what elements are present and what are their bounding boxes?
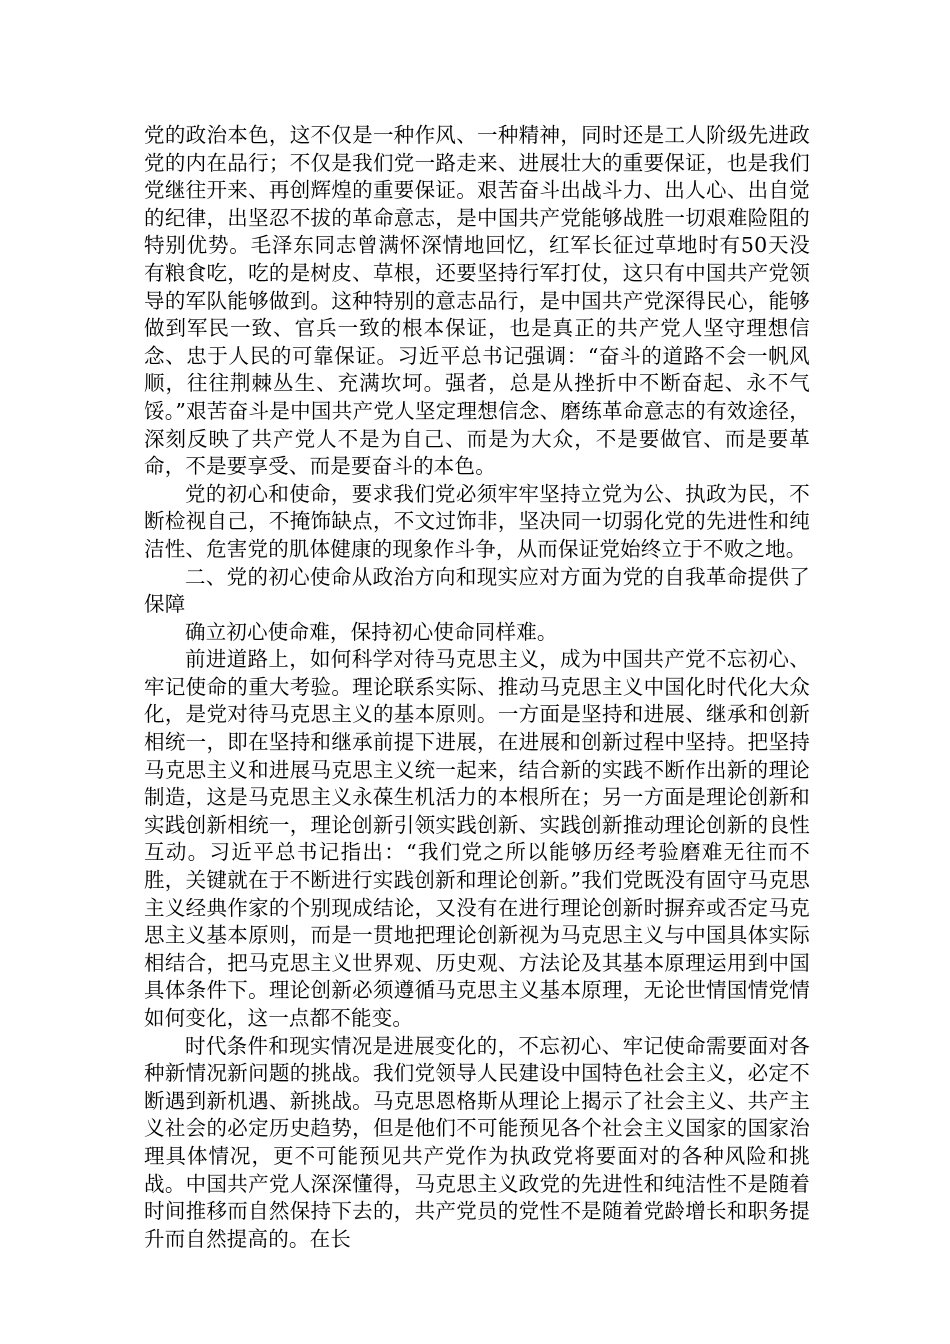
paragraph: 时代条件和现实情况是进展变化的，不忘初心、牢记使命需要面对各种新情况新问题的挑战。我们党领导人民建设中国特色社会主义，必定不断遇到新机遇、新挑战。马克思恩格斯从理论上揭示了社会主义、共产主义社会的必定历史趋势，但是他们不可能预见各个社会主义国家的国家治理具体情况，更不可能预见共产党作为执政党将要面对的各种风险和挑战。中国共产党人深深懂得，马克思主义政党的先进性和纯洁性不是随着时间推移而自然保持下去的，共产党员的党性不是随着党龄增长和职务提升而自然提高的。在长 [144,1033,810,1251]
paragraph: 确立初心使命难，保持初心使命同样难。 [185,619,558,644]
paragraph: 党的政治本色，这不仅是一种作风、一种精神，同时还是工人阶级先进政党的内在品行；不仅是我们党一路走来、进展壮大的重要保证，也是我们党继往开来、再创辉煌的重要保证。艰苦奋斗出战斗力、出人心、出自觉的纪律，出坚忍不拔的革命意志，是中国共产党能够战胜一切艰难险阻的特别优势。毛泽东同志曾满怀深情地回忆，红军长征过草地时有50天没有粮食吃，吃的是树皮、草根，还要坚持行军打仗，这只有中国共产党领导的军队能够做到。这种特别的意志品行，是中国共产党深得民心，能够做到军民一致、官兵一致的根本保证，也是真正的共产党人坚守理想信念、忠于人民的可靠保证。习近平总书记强调：“奋斗的道路不会一帆风顺，往往荆棘丛生、充满坎坷。强者，总是从挫折中不断奋起、永不气馁。”艰苦奋斗是中国共产党人坚定理想信念、磨练革命意志的有效途径，深刻反映了共产党人不是为自己、而是为大众，不是要做官、而是要革命，不是要享受、而是要奋斗的本色。 [144,123,810,479]
section-heading: 二、党的初心使命从政治方向和现实应对方面为党的自我革命提供了保障 [144,564,810,617]
paragraph: 前进道路上，如何科学对待马克思主义，成为中国共产党不忘初心、牢记使命的重大考验。理论联系实际、推动马克思主义中国化时代化大众化，是党对待马克思主义的基本原则。一方面是坚持和进展、继承和创新相统一，即在坚持和继承前提下进展，在进展和创新过程中坚持。把坚持马克思主义和进展马克思主义统一起来，结合新的实践不断作出新的理论制造，这是马克思主义永葆生机活力的本根所在；另一方面是理论创新和实践创新相统一，理论创新引领实践创新、实践创新推动理论创新的良性互动。习近平总书记指出：“我们党之所以能够历经考验磨难无往而不胜，关键就在于不断进行实践创新和理论创新。”我们党既没有固守马克思主义经典作家的个别现成结论，又没有在进行理论创新时摒弃或否定马克思主义基本原则，而是一贯地把理论创新视为马克思主义与中国具体实际相结合，把马克思主义世界观、历史观、方法论及其基本原理运用到中国具体条件下。理论创新必须遵循马克思主义基本原理，无论世情国情党情如何变化，这一点都不能变。 [144,647,810,1030]
paragraph: 党的初心和使命，要求我们党必须牢牢坚持立党为公、执政为民，不断检视自己，不掩饰缺点，不文过饰非，坚决同一切弱化党的先进性和纯洁性、危害党的肌体健康的现象作斗争，从而保证党始终立于不败之地。 [144,481,810,561]
document-page [144,122,810,1253]
